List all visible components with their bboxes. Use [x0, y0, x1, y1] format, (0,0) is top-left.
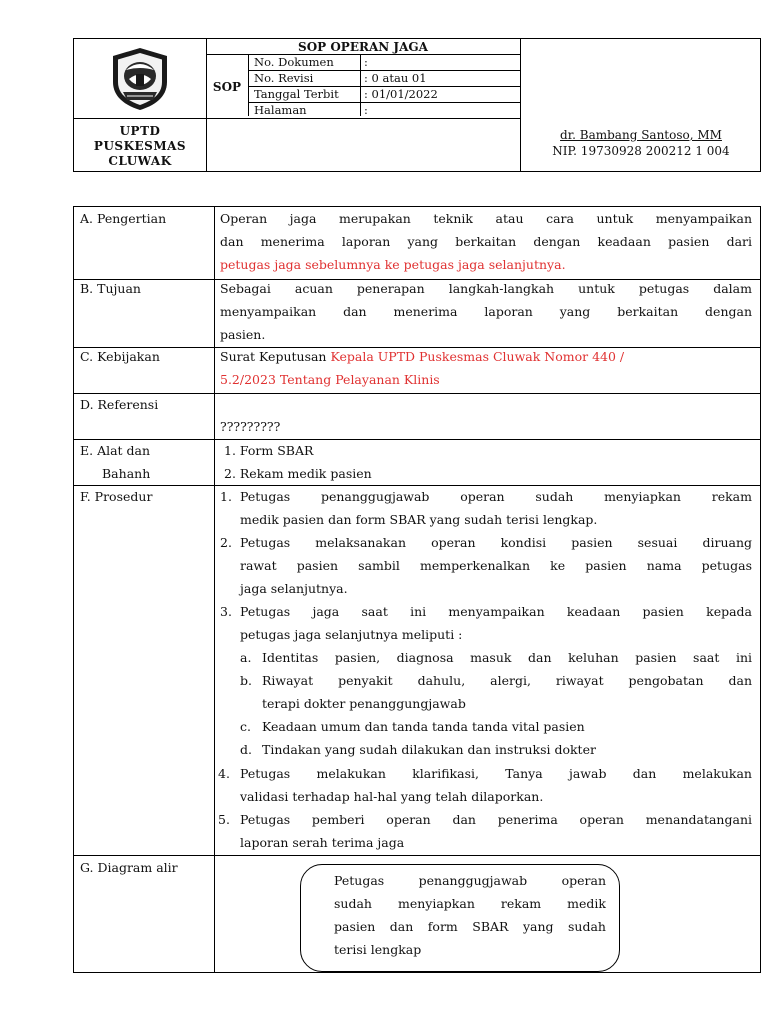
organization-name — [74, 119, 206, 173]
section-label-pengertian: A. Pengertian — [80, 211, 167, 226]
substep-letter: b. — [240, 673, 252, 688]
list-item: 1. Form SBAR — [224, 443, 314, 458]
meta-value: : 01/01/2022 — [364, 87, 438, 101]
procedure-substep-b — [240, 669, 752, 715]
procedure-step-1 — [220, 485, 752, 531]
flowchart-step-text — [334, 869, 606, 961]
text-line-highlight: petugas jaga sebelumnya ke petugas jaga selanjutnya. — [220, 257, 566, 272]
flowchart-step-box — [300, 864, 620, 972]
procedure-step-5 — [218, 808, 752, 854]
text-line: laporan serah terima jaga — [240, 835, 405, 850]
procedure-step-3 — [220, 600, 752, 646]
meta-key: Tanggal Terbit — [254, 87, 339, 101]
substep-letter: d. — [240, 742, 252, 757]
text-line: Petugas jaga saat ini menyampaikan keadaan pasien kepada — [240, 604, 752, 619]
meta-value: : — [364, 55, 368, 69]
text-line: jaga selanjutnya. — [240, 581, 348, 596]
meta-key: No. Dokumen — [254, 55, 334, 69]
text-line: pasien dan form SBAR yang sudah — [334, 919, 606, 934]
sop-label: SOP — [212, 79, 242, 94]
label-line: Bahanh — [102, 466, 151, 481]
section-label-kebijakan: C. Kebijakan — [80, 349, 160, 364]
text-line — [220, 345, 752, 368]
section-label-prosedur: F. Prosedur — [80, 489, 153, 504]
text-line: rawat pasien sambil memperkenalkan ke pasien nama petugas — [240, 558, 752, 573]
procedure-substep-c — [240, 715, 752, 738]
meta-row-page — [248, 103, 520, 118]
section-label-referensi: D. Referensi — [80, 397, 159, 412]
text-line: terapi dokter penanggungjawab — [262, 696, 466, 711]
section-content-tujuan — [220, 277, 752, 346]
text-line: Petugas melakukan klarifikasi, Tanya jawab dan melakukan — [240, 766, 752, 781]
list-item: 2. Rekam medik pasien — [224, 466, 372, 481]
meta-value: : — [364, 103, 368, 117]
text-line: Sebagai acuan penerapan langkah-langkah untuk petugas dalam — [220, 281, 752, 296]
meta-row-document-number — [248, 55, 520, 70]
text-line: Petugas pemberi operan dan penerima operan menandatangani — [240, 812, 752, 827]
label-line: E. Alat dan — [80, 443, 151, 458]
text-line: Keadaan umum dan tanda tanda tanda vital pasien — [262, 719, 585, 734]
section-content-alat — [224, 439, 756, 485]
org-line: PUSKESMAS — [93, 138, 187, 153]
section-content-referensi: ????????? — [220, 419, 281, 434]
section-content-pengertian — [220, 207, 752, 276]
text-line: Petugas penanggugjawab operan — [334, 873, 606, 888]
coat-of-arms-icon — [109, 46, 171, 112]
substep-letter: c. — [240, 719, 251, 734]
step-number: 3. — [220, 604, 232, 619]
step-number: 4. — [218, 766, 230, 781]
section-label-tujuan: B. Tujuan — [80, 281, 141, 296]
text-line-highlight: 5.2/2023 Tentang Pelayanan Klinis — [220, 372, 440, 387]
org-line: UPTD — [119, 123, 161, 138]
step-number: 1. — [220, 489, 232, 504]
section-label-diagram: G. Diagram alir — [80, 860, 178, 875]
procedure-substep-a — [240, 646, 752, 669]
meta-row-revision — [248, 71, 520, 86]
policy-prefix: Surat Keputusan — [220, 349, 331, 364]
meta-key: Halaman — [254, 103, 307, 117]
meta-key: No. Revisi — [254, 71, 314, 85]
text-line: petugas jaga selanjutnya meliputi : — [240, 627, 463, 642]
text-line: Petugas melaksanakan operan kondisi pasien sesuai diruang — [240, 535, 752, 550]
step-number: 5. — [218, 812, 230, 827]
text-line: dan menerima laporan yang berkaitan dengan keadaan pasien dari — [220, 234, 752, 249]
meta-row-issue-date — [248, 87, 520, 102]
text-line: Identitas pasien, diagnosa masuk dan keluhan pasien saat ini — [262, 650, 752, 665]
signatory-nip: NIP. 19730928 200212 1 004 — [552, 144, 730, 158]
sop-content-table — [73, 206, 761, 973]
meta-value: : 0 atau 01 — [364, 71, 427, 85]
text-line: Riwayat penyakit dahulu, alergi, riwayat pengobatan dan — [262, 673, 752, 688]
procedure-substep-d — [240, 738, 752, 761]
policy-reference: Kepala UPTD Puskesmas Cluwak Nomor 440 / — [330, 349, 625, 364]
substep-letter: a. — [240, 650, 252, 665]
text-line: Petugas penanggugjawab operan sudah menyiapkan rekam — [240, 489, 752, 504]
text-line: medik pasien dan form SBAR yang sudah terisi lengkap. — [240, 512, 598, 527]
step-number: 2. — [220, 535, 232, 550]
procedure-step-2 — [220, 531, 752, 600]
org-line: CLUWAK — [108, 153, 172, 168]
section-content-kebijakan — [220, 345, 752, 391]
document-title: SOP OPERAN JAGA — [298, 40, 428, 54]
text-line: terisi lengkap — [334, 942, 422, 957]
text-line: validasi terhadap hal-hal yang telah dilaporkan. — [240, 789, 544, 804]
signatory-name: dr. Bambang Santoso, MM — [560, 128, 722, 142]
text-line: menyampaikan dan menerima laporan yang berkaitan dengan — [220, 304, 752, 319]
text-line: pasien. — [220, 327, 266, 342]
signatory-block — [520, 127, 762, 159]
text-line: Operan jaga merupakan teknik atau cara untuk menyampaikan — [220, 211, 752, 226]
section-label-alat — [80, 439, 150, 485]
regency-logo — [74, 39, 206, 118]
document-header-table — [73, 38, 761, 172]
text-line: sudah menyiapkan rekam medik — [334, 896, 606, 911]
procedure-step-4 — [218, 762, 752, 808]
text-line: Tindakan yang sudah dilakukan dan instruksi dokter — [262, 742, 596, 757]
